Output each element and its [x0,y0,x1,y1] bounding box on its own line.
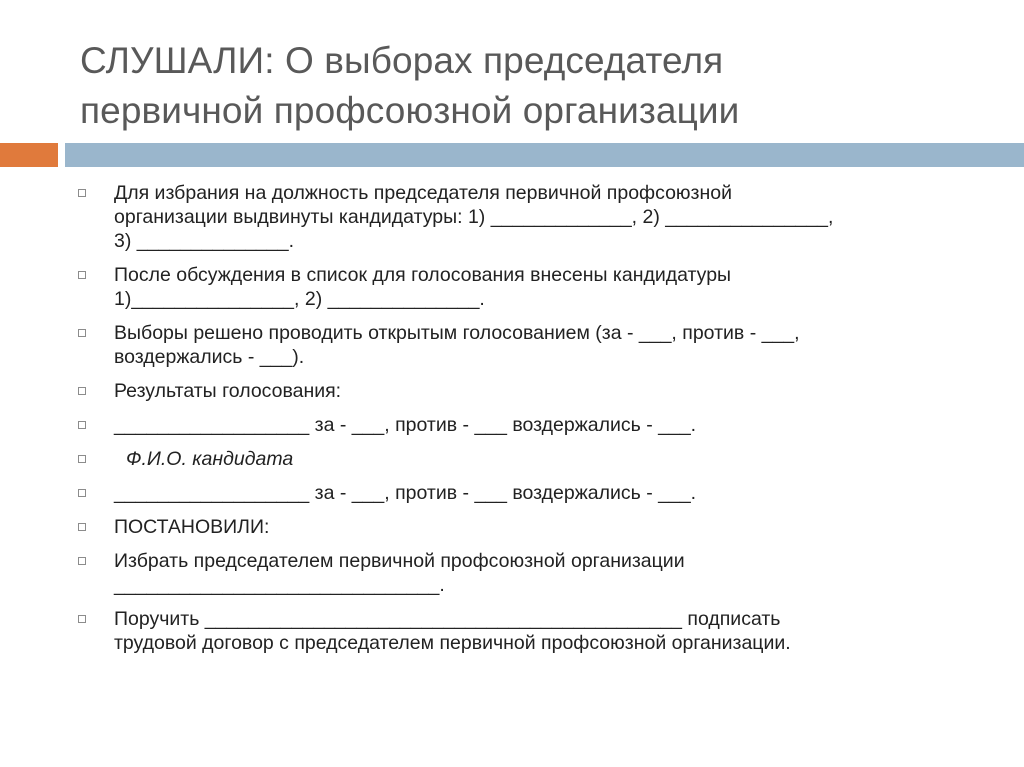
list-item-candidate-name-caption [78,447,978,471]
list-item-elect-chairman [78,549,978,597]
list-item-ballot [78,263,978,311]
text-line: Для избрания на должность председателя первичной профсоюзной [114,182,732,204]
text-line: Поручить ____________________________________________ подписать [114,608,781,630]
text-line: воздержались - ___). [114,346,305,368]
text-line: __________________ за - ___, против - ___ воздержались - ___. [114,482,697,504]
list-item-text [114,321,978,369]
list-item-resolved-heading [78,515,978,539]
list-item-text [114,379,978,403]
list-item-text [114,481,978,505]
text-line: Результаты голосования: [114,380,342,402]
text-line: ПОСТАНОВИЛИ: [114,516,270,538]
text-line: трудовой договор с председателем первичной профсоюзной организации. [114,632,791,654]
square-bullet-icon [78,421,86,429]
square-bullet-icon [78,329,86,337]
text-line: Выборы решено проводить открытым голосованием (за - ___, против - ___, [114,322,800,344]
square-bullet-icon [78,523,86,531]
square-bullet-icon [78,271,86,279]
text-line: 1)_______________, 2) ______________. [114,288,485,310]
list-item-text [114,607,978,655]
square-bullet-icon [78,387,86,395]
text-line: организации выдвинуты кандидатуры: 1) _____________, 2) _______________, [114,206,834,228]
list-item-sign-contract [78,607,978,655]
list-item-text [114,515,978,539]
square-bullet-icon [78,557,86,565]
accent-bar-orange [0,143,58,167]
square-bullet-icon [78,455,86,463]
square-bullet-icon [78,189,86,197]
text-line: __________________ за - ___, против - ___ воздержались - ___. [114,414,697,436]
bullet-list [78,181,978,665]
list-item-voting-method [78,321,978,369]
square-bullet-icon [78,489,86,497]
slide-title [80,36,980,136]
list-item-text [114,181,978,253]
list-item-text [114,413,978,437]
square-bullet-icon [78,615,86,623]
title-line-2: первичной профсоюзной организации [80,90,740,131]
text-line: Ф.И.О. кандидата [126,448,294,470]
list-item-results-heading [78,379,978,403]
accent-bar-blue [65,143,1024,167]
list-item-text [114,447,978,471]
list-item-text [114,549,978,597]
text-line: Избрать председателем первичной профсоюзной организации [114,550,685,572]
list-item-result-row-1 [78,413,978,437]
title-line-1: СЛУШАЛИ: О выборах председателя [80,40,724,81]
list-item-candidates [78,181,978,253]
list-item-text [114,263,978,311]
text-line: 3) ______________. [114,230,295,252]
text-line: ______________________________. [114,574,445,596]
text-line: После обсуждения в список для голосования внесены кандидатуры [114,264,732,286]
list-item-result-row-2 [78,481,978,505]
